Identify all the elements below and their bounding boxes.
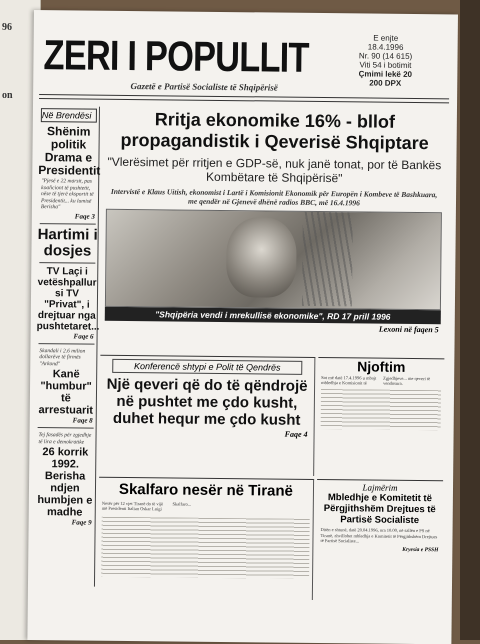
skalfaro-article[interactable] xyxy=(98,477,314,600)
publication-year: Viti 54 i botimit xyxy=(359,60,412,70)
skalfaro-title: Skalfaro nesër në Tiranë xyxy=(118,480,294,500)
left-column xyxy=(34,106,100,587)
left-item[interactable] xyxy=(37,266,98,341)
dateline xyxy=(345,33,426,88)
body-text-lines xyxy=(321,389,441,430)
left-item-page: Faqe 9 xyxy=(71,518,92,527)
lead-headline[interactable]: Rritja ekonomike 16% - bllof propagandistik i Qeverisë Shqiptare xyxy=(120,109,429,154)
photo-caption: "Shqipëria vendi i mrekullisë ekonomike", RD 17 prill 1996 xyxy=(105,307,441,325)
left-item-blurb: "Pjesë e 22 marsit, pas koaliciont të pushtetit, nëse të tjerë eksportit të Presidentit... ku lumisë Berisha" xyxy=(40,178,94,211)
conference-page: Faqe 4 xyxy=(284,429,308,439)
read-more-link[interactable]: Lexoni në faqen 5 xyxy=(378,324,439,335)
left-item-page: Faqe 3 xyxy=(74,211,95,221)
left-column-header: Në Brendësi xyxy=(41,108,97,123)
meeting-label: Lajmërim xyxy=(362,482,398,493)
left-item-page: Faqe 8 xyxy=(72,416,93,425)
adjacent-fragment: on xyxy=(2,90,13,101)
meeting-notice[interactable] xyxy=(316,479,443,601)
portrait-image xyxy=(226,217,297,298)
left-item[interactable] xyxy=(35,431,96,527)
lead-intro: Intervistë e Klaus Uitish, ekonomist i Lartë i Komisionit Ekonomik për Europën i Kombeve të Bashkuara, me qendër në Gjenevë dhënë radios BBC, më 16.4.1996 xyxy=(110,186,438,208)
adjacent-fragment: 96 xyxy=(2,22,12,33)
lead-quote: "Vlerësimet për rritjen e GDP-së, nuk janë tonat, por të Bankës Kombëtare të Shqipërisë" xyxy=(107,154,442,186)
divider xyxy=(40,223,96,225)
price: Çmimi lekë 20 xyxy=(358,69,413,79)
left-item-title: Kanë "humbur" të arrestuarit xyxy=(38,368,94,417)
newspaper-page xyxy=(27,10,458,644)
conference-headline: Një qeveri që do të qëndrojë në pushtet me çdo kusht, duhet hequr me çdo kusht xyxy=(106,375,308,429)
left-item-title: Hartimi i dosjes xyxy=(37,225,98,260)
notice-body: Sot më datë 17.4.1996 u mbajt mbledhja e Komisionit të Zgjedhjeve... me qeveri të vendosura. xyxy=(321,375,431,387)
lead-photo xyxy=(105,209,442,311)
meeting-signature: Kryesia e PSSH xyxy=(402,546,439,553)
masthead-subtitle: Gazetë e Partisë Socialiste të Shqipërisë xyxy=(130,81,278,93)
divider xyxy=(39,262,95,264)
body-text-lines xyxy=(101,516,310,578)
divider xyxy=(39,343,95,345)
conference-article[interactable] xyxy=(99,355,315,476)
left-item-title: TV Laçi i vetëshpallur si TV "Privat", i drejtuar nga pushtetaret... xyxy=(36,265,100,333)
left-item[interactable] xyxy=(36,347,97,425)
left-item-blurb: Tej fasadës për zgjedhje të lira e demokratike xyxy=(38,432,92,446)
issue-number: Nr. 90 (14 615) xyxy=(358,51,413,61)
divider xyxy=(39,98,449,103)
conference-header: Konferencë shtypi e Polit të Qendrës xyxy=(112,359,302,375)
landscape-image xyxy=(302,212,353,307)
left-item-title: Shënim politik Drama e Presidentit xyxy=(38,124,101,178)
left-item-page: Faqe 6 xyxy=(73,331,94,341)
left-item[interactable] xyxy=(38,125,99,220)
divider xyxy=(38,427,94,429)
left-item[interactable] xyxy=(37,227,97,260)
background-strip xyxy=(460,0,480,640)
date-value: 18.4.1996 xyxy=(367,42,404,52)
masthead-title: ZERI I POPULLIT xyxy=(43,31,309,81)
skalfaro-body: Nesër për 12 vjet Tiranë do të vijë më Presidenti Italian Oskar Luigi Skalfaro... xyxy=(101,500,192,512)
left-item-title: 26 korrik 1992. Berisha ndjen humbjen e madhe xyxy=(37,446,93,519)
meeting-body: Ditën e shtunë, datë 20.04.1996, ora 10.00, në sallën e PS në Tiranë, zhvillohet mbledhja e Komitetit të Përgjithshëm Drejtues të Partisë Socialiste... xyxy=(320,527,438,544)
date-day: E enjte xyxy=(373,33,399,43)
left-item-blurb: Skandali i 2.6 milion dollarëve të firmës "Arkond" xyxy=(39,347,86,367)
notice-article[interactable] xyxy=(317,357,444,477)
main-content xyxy=(101,107,447,553)
price-dpx: 200 DPX xyxy=(369,78,402,88)
notice-title: Njoftim xyxy=(357,358,406,375)
meeting-title: Mbledhje e Komitetit të Përgjithshëm Drejtues të Partisë Socialiste xyxy=(323,492,436,527)
